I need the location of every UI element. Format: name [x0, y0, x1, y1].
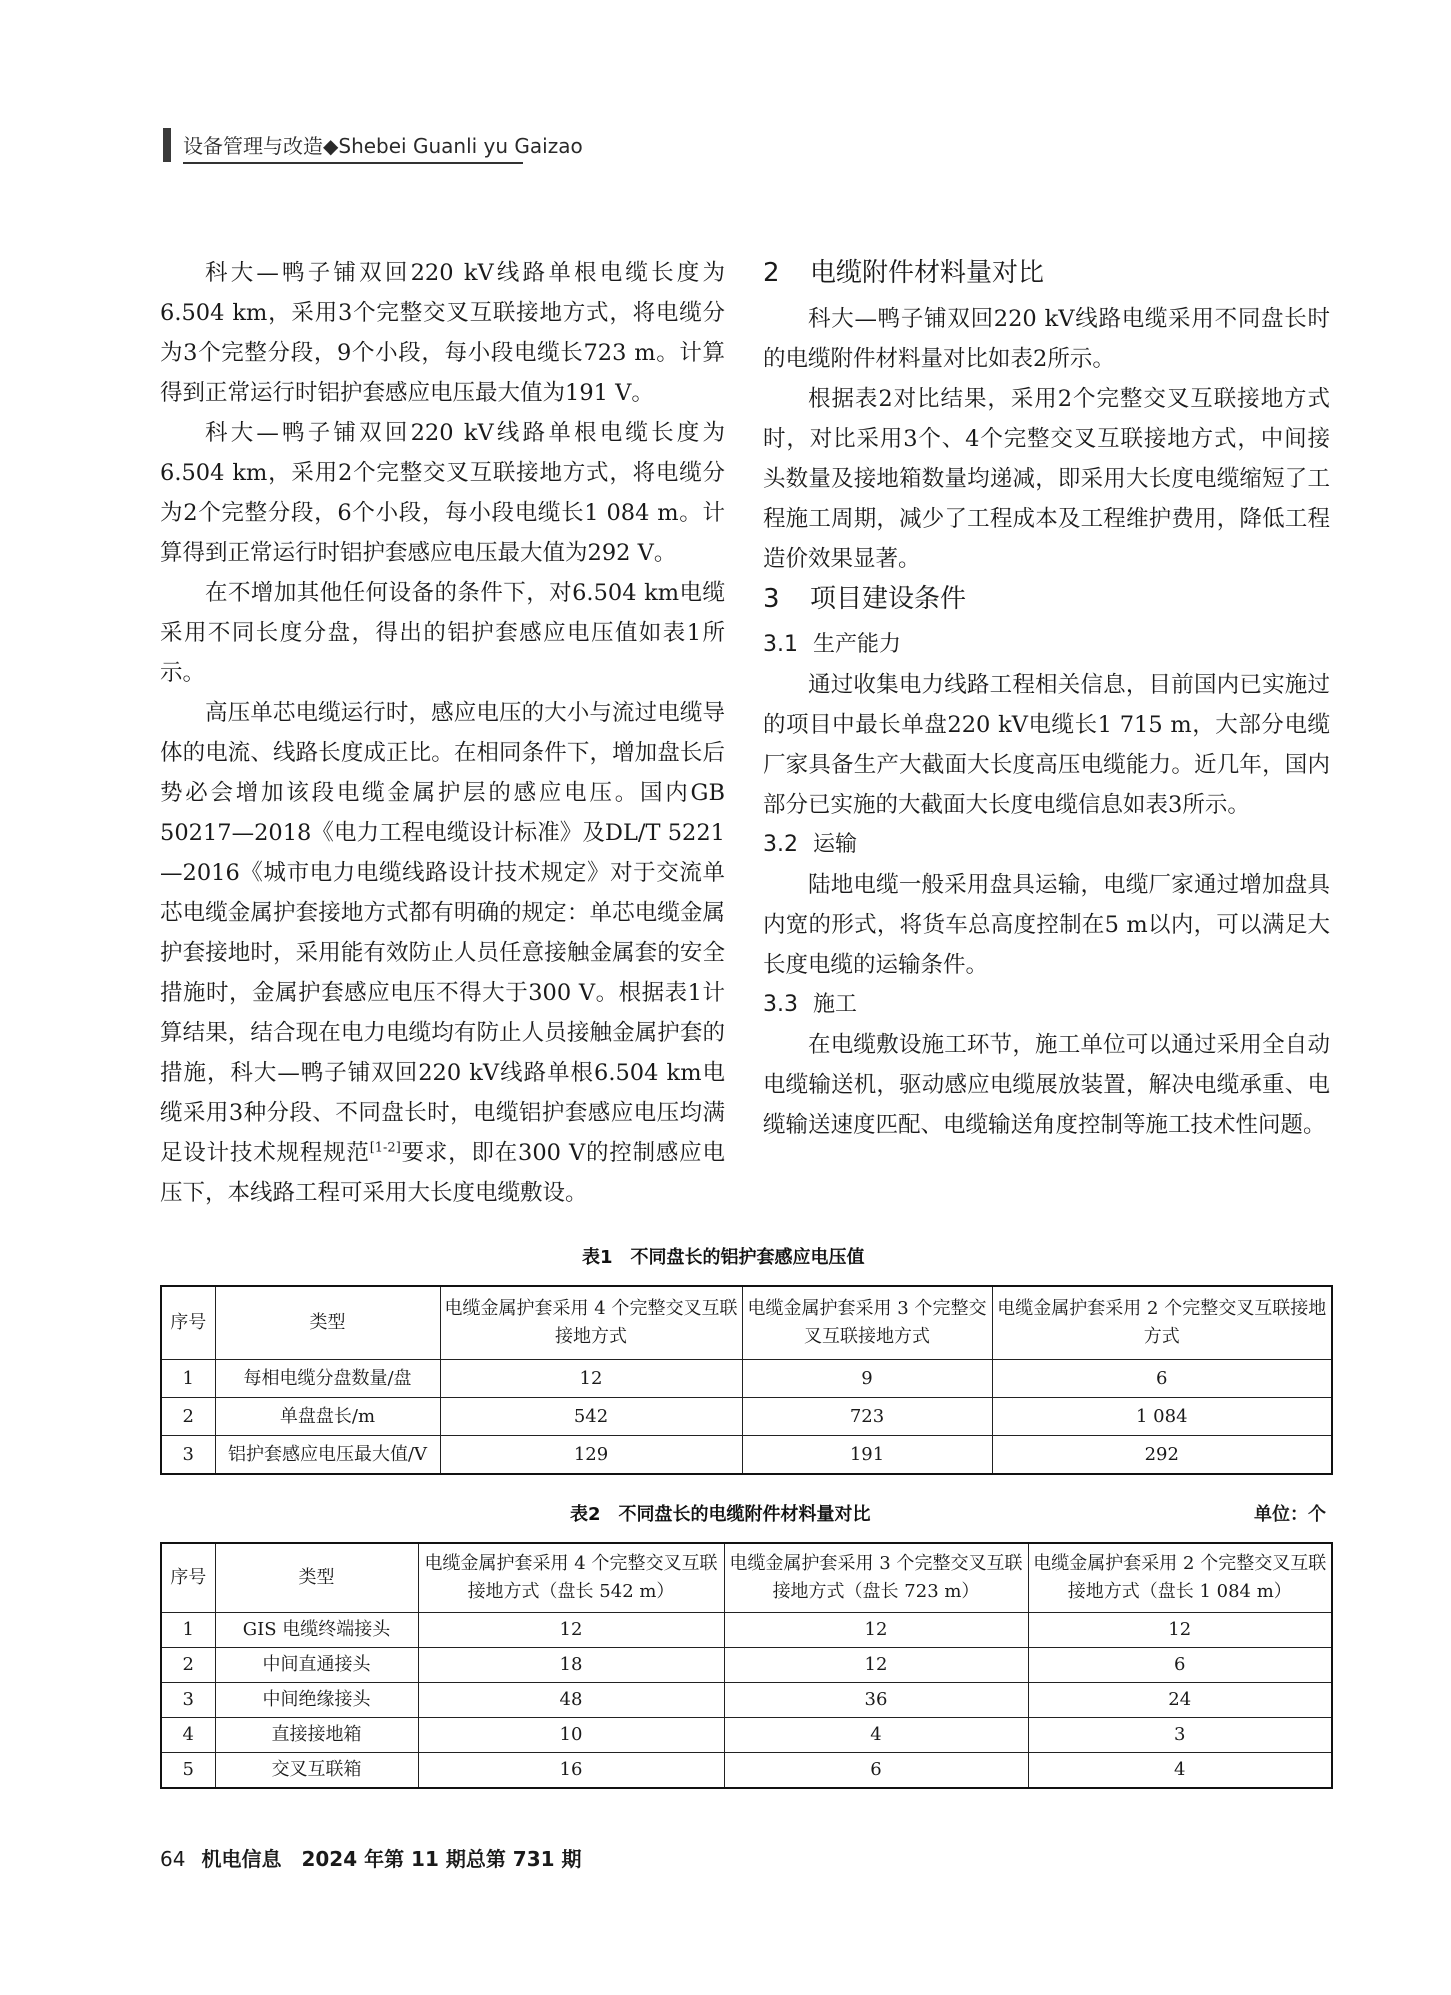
table-row	[161, 1718, 1332, 1753]
header-bar	[163, 128, 171, 162]
table-cell: 12	[1028, 1613, 1332, 1648]
table-cell: GIS 电缆终端接头	[215, 1613, 418, 1648]
subsection-title: 运输	[813, 832, 858, 857]
subsection-heading	[763, 985, 1330, 1025]
section-title: 项目建设条件	[810, 584, 967, 614]
table-row	[161, 1753, 1332, 1789]
table-cell: 36	[724, 1683, 1028, 1718]
table-cell: 6	[724, 1753, 1028, 1789]
table-row	[161, 1648, 1332, 1683]
table-cell: 4	[161, 1718, 215, 1753]
table-cell: 16	[418, 1753, 724, 1789]
table-cell: 3	[161, 1683, 215, 1718]
table-cell: 24	[1028, 1683, 1332, 1718]
table2-unit: 单位：个	[1254, 1504, 1326, 1525]
table-cell: 6	[1028, 1648, 1332, 1683]
table-row	[161, 1613, 1332, 1648]
table-row	[161, 1683, 1332, 1718]
subsection-title: 施工	[813, 992, 858, 1017]
table-cell: 铝护套感应电压最大值/V	[215, 1436, 440, 1475]
table2	[160, 1542, 1333, 1789]
table-header-cell: 电缆金属护套采用 4 个完整交叉互联接地方式（盘长 542 m）	[418, 1543, 724, 1613]
paragraph-tail: 要求，即在300 V的控制感应电压下，本线路工程可采用大长度电缆敷设。	[160, 1140, 725, 1206]
left-column	[160, 253, 725, 1213]
table-header-row	[161, 1543, 1332, 1613]
table-cell: 10	[418, 1718, 724, 1753]
paragraph: 在不增加其他任何设备的条件下，对6.504 km电缆采用不同长度分盘，得出的铝护套感应电压值如表1所示。	[160, 580, 725, 686]
table2-caption: 表2 不同盘长的电缆附件材料量对比	[570, 1504, 871, 1525]
subsection-heading	[763, 625, 1330, 665]
table-header-cell: 电缆金属护套采用 2 个完整交叉互联接地方式	[992, 1286, 1332, 1360]
table-cell: 542	[440, 1398, 742, 1436]
table-header-cell: 类型	[215, 1286, 440, 1360]
table-cell: 1 084	[992, 1398, 1332, 1436]
table-cell: 中间绝缘接头	[215, 1683, 418, 1718]
subsection-number: 3.1	[763, 632, 798, 657]
right-column	[763, 253, 1330, 1145]
citation: [1-2]	[369, 1140, 401, 1156]
section-title: 电缆附件材料量对比	[810, 258, 1045, 288]
table-cell: 6	[992, 1360, 1332, 1398]
paragraph: 科大—鸭子铺双回220 kV线路单根电缆长度为6.504 km，采用3个完整交叉互联接地方式，将电缆分为3个完整分段，9个小段，每小段电缆长723 m。计算得到正常运行时铝护套感应电压最大值为191 V。	[160, 260, 725, 406]
paragraph: 陆地电缆一般采用盘具运输，电缆厂家通过增加盘具内宽的形式，将货车总高度控制在5 m以内，可以满足大长度电缆的运输条件。	[763, 872, 1330, 978]
table-cell: 723	[742, 1398, 992, 1436]
table-cell: 48	[418, 1683, 724, 1718]
table-cell: 12	[440, 1360, 742, 1398]
table-cell: 129	[440, 1436, 742, 1475]
table-cell: 单盘盘长/m	[215, 1398, 440, 1436]
section-heading	[763, 253, 1330, 299]
table-cell: 12	[724, 1648, 1028, 1683]
page-number: 64	[160, 1847, 186, 1871]
section-number: 3	[763, 584, 780, 614]
table-cell: 292	[992, 1436, 1332, 1475]
table-header-cell: 序号	[161, 1286, 215, 1360]
table-cell: 4	[724, 1718, 1028, 1753]
table-cell: 每相电缆分盘数量/盘	[215, 1360, 440, 1398]
table-cell: 2	[161, 1648, 215, 1683]
table-cell: 3	[1028, 1718, 1332, 1753]
table-cell: 直接接地箱	[215, 1718, 418, 1753]
table-header-cell: 类型	[215, 1543, 418, 1613]
table-cell: 5	[161, 1753, 215, 1789]
subsection-number: 3.3	[763, 992, 798, 1017]
table-cell: 中间直通接头	[215, 1648, 418, 1683]
section-heading	[763, 579, 1330, 625]
header-title: 设备管理与改造◆Shebei Guanli yu Gaizao	[183, 134, 583, 158]
subsection-title: 生产能力	[813, 632, 902, 657]
paragraph: 在电缆敷设施工环节，施工单位可以通过采用全自动电缆输送机，驱动感应电缆展放装置，解决电缆承重、电缆输送速度匹配、电缆输送角度控制等施工技术性问题。	[763, 1032, 1330, 1138]
table-cell: 4	[1028, 1753, 1332, 1789]
table-cell: 2	[161, 1398, 215, 1436]
subsection-number: 3.2	[763, 832, 798, 857]
table-row	[161, 1398, 1332, 1436]
paragraph-text: 高压单芯电缆运行时，感应电压的大小与流过电缆导体的电流、线路长度成正比。在相同条件下，增加盘长后势必会增加该段电缆金属护层的感应电压。国内GB 50217—2018《电力工程电缆设计标准》及DL/T 5221—2016《城市电力电缆线路设计技术规定》对于交流单芯电缆金属护套接地方式都有明确的规定：单芯电缆金属护套接地时，采用能有效防止人员任意接触金属套的安全措施时，金属护套感应电压不得大于300 V。根据表1计算结果，结合现在电力电缆均有防止人员接触金属护套的措施，科大—鸭子铺双回220 kV线路单根6.504 km电缆采用3种分段、不同盘长时，电缆铝护套感应电压均满足设计技术规程规范	[160, 700, 725, 1166]
table1	[160, 1285, 1333, 1475]
table-cell: 1	[161, 1360, 215, 1398]
table-header-row	[161, 1286, 1332, 1360]
running-header	[163, 124, 683, 164]
table-row	[161, 1360, 1332, 1398]
paragraph	[160, 693, 725, 1213]
table-cell: 18	[418, 1648, 724, 1683]
table-header-cell: 电缆金属护套采用 4 个完整交叉互联接地方式	[440, 1286, 742, 1360]
paragraph: 科大—鸭子铺双回220 kV线路单根电缆长度为6.504 km，采用2个完整交叉互联接地方式，将电缆分为2个完整分段，6个小段，每小段电缆长1 084 m。计算得到正常运行时铝护套感应电压最大值为292 V。	[160, 420, 725, 566]
paragraph: 通过收集电力线路工程相关信息，目前国内已实施过的项目中最长单盘220 kV电缆长1 715 m，大部分电缆厂家具备生产大截面大长度高压电缆能力。近几年，国内部分已实施的大截面大长度电缆信息如表3所示。	[763, 672, 1330, 818]
table-header-cell: 电缆金属护套采用 2 个完整交叉互联接地方式（盘长 1 084 m）	[1028, 1543, 1332, 1613]
table-row	[161, 1436, 1332, 1475]
table-cell: 交叉互联箱	[215, 1753, 418, 1789]
table-cell: 12	[418, 1613, 724, 1648]
table-cell: 12	[724, 1613, 1028, 1648]
table-cell: 1	[161, 1613, 215, 1648]
table-header-cell: 电缆金属护套采用 3 个完整交叉互联接地方式（盘长 723 m）	[724, 1543, 1028, 1613]
header-rule	[183, 162, 523, 164]
paragraph: 根据表2对比结果，采用2个完整交叉互联接地方式时，对比采用3个、4个完整交叉互联接地方式，中间接头数量及接地箱数量均递减，即采用大长度电缆缩短了工程施工周期，减少了工程成本及工程维护费用，降低工程造价效果显著。	[763, 386, 1330, 572]
section-number: 2	[763, 258, 780, 288]
page-footer	[160, 1843, 582, 1872]
subsection-heading	[763, 825, 1330, 865]
table-header-cell: 电缆金属护套采用 3 个完整交叉互联接地方式	[742, 1286, 992, 1360]
table-header-cell: 序号	[161, 1543, 215, 1613]
paragraph: 科大—鸭子铺双回220 kV线路电缆采用不同盘长时的电缆附件材料量对比如表2所示。	[763, 306, 1330, 372]
journal-info: 机电信息 2024 年第 11 期总第 731 期	[201, 1847, 582, 1871]
table1-caption: 表1 不同盘长的铝护套感应电压值	[582, 1247, 865, 1268]
table-cell: 9	[742, 1360, 992, 1398]
table-cell: 191	[742, 1436, 992, 1475]
table-cell: 3	[161, 1436, 215, 1475]
